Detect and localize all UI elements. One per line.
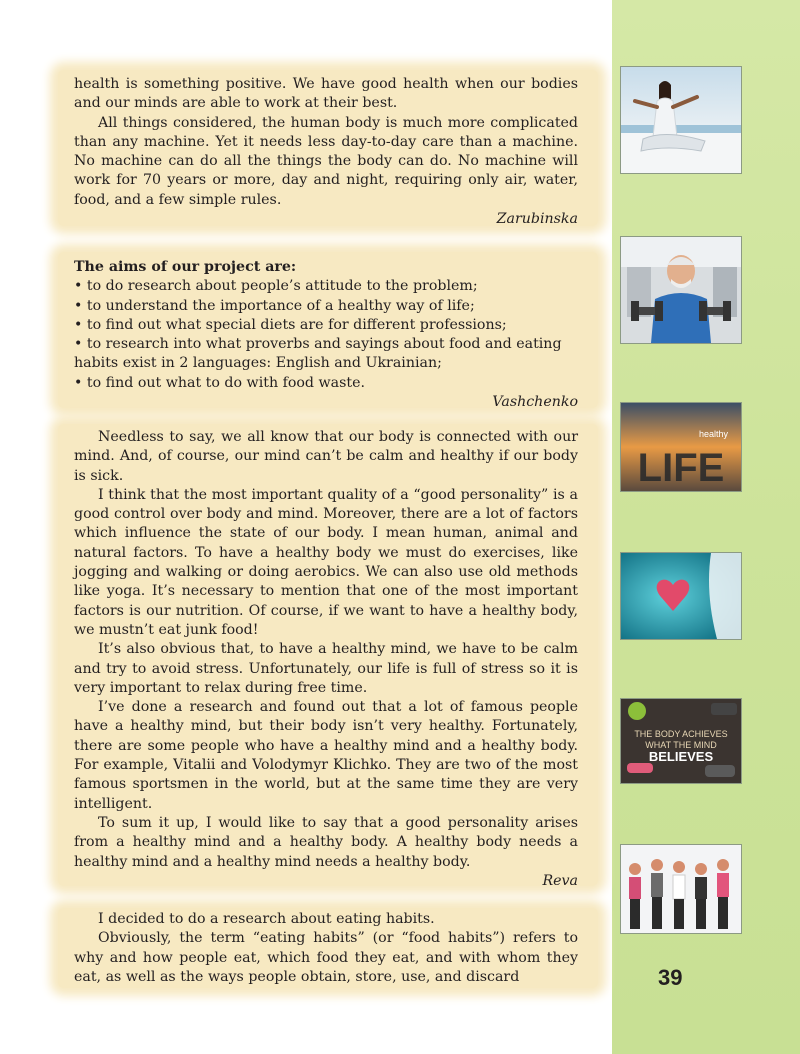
mind-believes-photo bbox=[620, 698, 742, 784]
paragraph: health is something positive. We have good health when our bodies and our minds are able to work at their best. bbox=[74, 76, 578, 112]
section-reva bbox=[74, 428, 578, 891]
yoga-woman-icon bbox=[621, 67, 741, 173]
paragraph: I’ve done a research and found out that a lot of famous people have a healthy mind, but their body isn’t very healthy. Fortunately, there are some people who have a healthy mind and a healthy body. For example, Vitalii and Volodymyr Klichko. They are two of the most famous sportsmen in the world, but at the same time they are very intelligent. bbox=[74, 699, 578, 812]
section-project-aims bbox=[74, 258, 578, 412]
aim-item: • to do research about people’s attitude to the problem; bbox=[74, 277, 578, 296]
section-eating-habits bbox=[74, 910, 578, 987]
section-zarubinska bbox=[74, 75, 578, 229]
gym-senior-photo bbox=[620, 236, 742, 344]
paragraph: I decided to do a research about eating habits. bbox=[98, 911, 435, 927]
author-signature: Reva bbox=[542, 872, 578, 889]
heart-icon bbox=[621, 553, 741, 639]
paragraph: I think that the most important quality of a “good personality” is a good control over body and mind. Moreover, there are a lot of factors which influence the state of our body. I mean human, animal and natural factors. To have a healthy body we must do exercises, like jogging and walking or doing aerobics. We can also use old methods like yoga. It’s necessary to mention that one of the most important factors is our nutrition. Of course, if we want to have a healthy body, we mustn’t eat junk food! bbox=[74, 486, 578, 638]
sunset-life-icon bbox=[621, 403, 741, 491]
paragraph: Needless to say, we all know that our body is connected with our mind. And, of course, our mind can’t be calm and healthy if our body is sick. bbox=[74, 429, 578, 484]
yoga-photo bbox=[620, 66, 742, 174]
svg-text:WHAT THE MIND: WHAT THE MIND bbox=[645, 740, 717, 750]
healthy-life-photo bbox=[620, 402, 742, 492]
aim-item: • to understand the importance of a healthy way of life; bbox=[74, 297, 578, 316]
author-signature: Zarubinska bbox=[496, 211, 578, 228]
aim-item: • to find out what to do with food waste. bbox=[74, 374, 578, 393]
page-number: 39 bbox=[658, 965, 683, 990]
paragraph: All things considered, the human body is much more complicated than any machine. Yet it needs less day-to-day care than a machine. No machine can do all the things the body can do. No machine will work for 70 years or more, day and night, requiring only air, water, food, and a few simple rules. bbox=[74, 114, 578, 208]
aims-heading: The aims of our project are: bbox=[74, 259, 297, 275]
svg-text:LIFE: LIFE bbox=[637, 446, 725, 490]
fitness-poster-icon bbox=[621, 699, 741, 783]
paragraph: Obviously, the term “eating habits” (or “food habits”) refers to why and how people eat, which food they eat, and with whom they eat, as well as the ways people obtain, store, use, and discard bbox=[74, 930, 578, 985]
women-group-icon bbox=[621, 845, 741, 933]
paragraph: It’s also obvious that, to have a healthy mind, we have to be calm and try to avoid stress. Unfortunately, our life is full of stress so it is very important to relax during free time. bbox=[74, 641, 578, 696]
author-signature: Vashchenko bbox=[492, 394, 578, 411]
aim-item: • to research into what proverbs and sayings about food and eating habits exist in 2 languages: English and Ukrainian; bbox=[74, 335, 578, 374]
heart-health-photo bbox=[620, 552, 742, 640]
paragraph: To sum it up, I would like to say that a good personality arises from a healthy mind and a healthy body. A healthy body needs a healthy mind and a healthy mind needs a healthy body. bbox=[74, 814, 578, 870]
svg-text:THE BODY ACHIEVES: THE BODY ACHIEVES bbox=[634, 729, 728, 739]
dumbbell-man-icon bbox=[621, 237, 741, 343]
svg-text:BELIEVES: BELIEVES bbox=[648, 749, 714, 764]
svg-text:healthy: healthy bbox=[699, 429, 729, 439]
group-fitness-photo bbox=[620, 844, 742, 934]
aim-item: • to find out what special diets are for different professions; bbox=[74, 316, 578, 335]
